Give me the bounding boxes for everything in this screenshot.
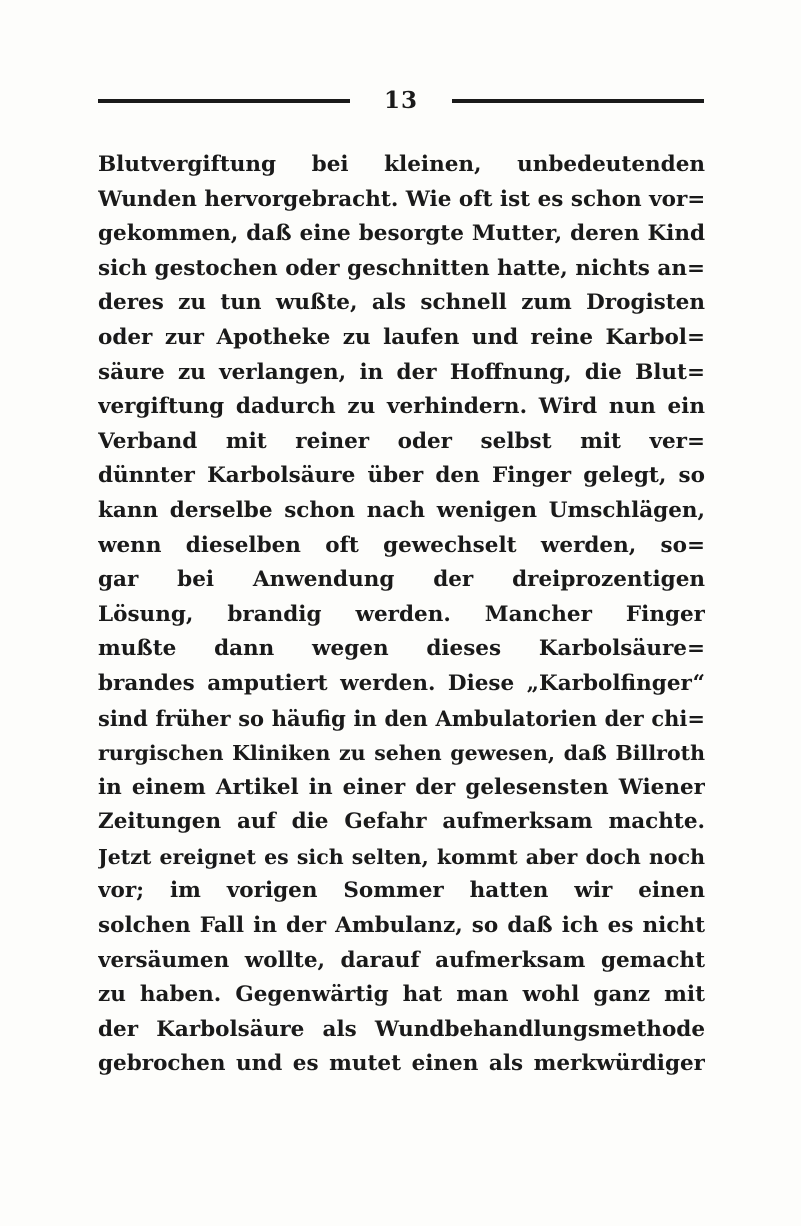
text-line: Zeitungen auf die Gefahr aufmerksam machte. <box>98 809 705 835</box>
page-header <box>98 84 704 120</box>
text-line: zu haben. Gegenwärtig hat man wohl ganz mit <box>98 982 705 1008</box>
text-line: gebrochen und es mutet einen als merkwürdiger <box>98 1051 705 1077</box>
text-line: sich gestochen oder geschnitten hatte, nichts an= <box>98 255 705 281</box>
text-line: vergiftung dadurch zu verhindern. Wird nun ein <box>98 394 705 420</box>
text-line: Jetzt ereignet es sich selten, kommt aber doch noch <box>98 844 705 869</box>
text-line: Verband mit reiner oder selbst mit ver= <box>98 428 705 454</box>
text-line: der Karbolsäure als Wundbehandlungsmethode <box>98 1016 705 1042</box>
text-line: versäumen wollte, darauf aufmerksam gemacht <box>98 947 705 973</box>
text-line: säure zu verlangen, in der Hoffnung, die Blut= <box>98 359 705 385</box>
text-line: vor; im vorigen Sommer hatten wir einen <box>98 878 705 904</box>
text-line: dünnter Karbolsäure über den Finger gelegt, so <box>98 463 705 489</box>
text-line: gekommen, daß eine besorgte Mutter, deren Kind <box>98 221 705 247</box>
text-line: kann derselbe schon nach wenigen Umschlägen, <box>98 497 705 523</box>
text-line: oder zur Apotheke zu laufen und reine Karbol= <box>98 324 705 350</box>
text-line: Blutvergiftung bei kleinen, unbedeutenden <box>98 152 705 177</box>
page-number: 13 <box>383 87 418 114</box>
text-line: rurgischen Kliniken zu sehen gewesen, daß Billroth <box>98 741 705 766</box>
text-line: sind früher so häufig in den Ambulatorien der chi= <box>98 705 705 731</box>
text-line: brandes amputiert werden. Diese „Karbolfinger“ <box>98 670 705 696</box>
body-text <box>98 148 705 1082</box>
text-line: in einem Artikel in einer der gelesensten Wiener <box>98 774 705 800</box>
text-line: gar bei Anwendung der dreiprozentigen <box>98 567 705 593</box>
text-line: solchen Fall in der Ambulanz, so daß ich es nicht <box>98 913 705 939</box>
text-line: wenn dieselben oft gewechselt werden, so= <box>98 532 705 558</box>
text-line: Wunden hervorgebracht. Wie oft ist es schon vor= <box>98 186 705 212</box>
text-line: deres zu tun wußte, als schnell zum Drogisten <box>98 290 705 316</box>
text-line: Lösung, brandig werden. Mancher Finger <box>98 601 705 627</box>
header-rule-right <box>452 99 704 103</box>
text-line: mußte dann wegen dieses Karbolsäure= <box>98 636 705 662</box>
